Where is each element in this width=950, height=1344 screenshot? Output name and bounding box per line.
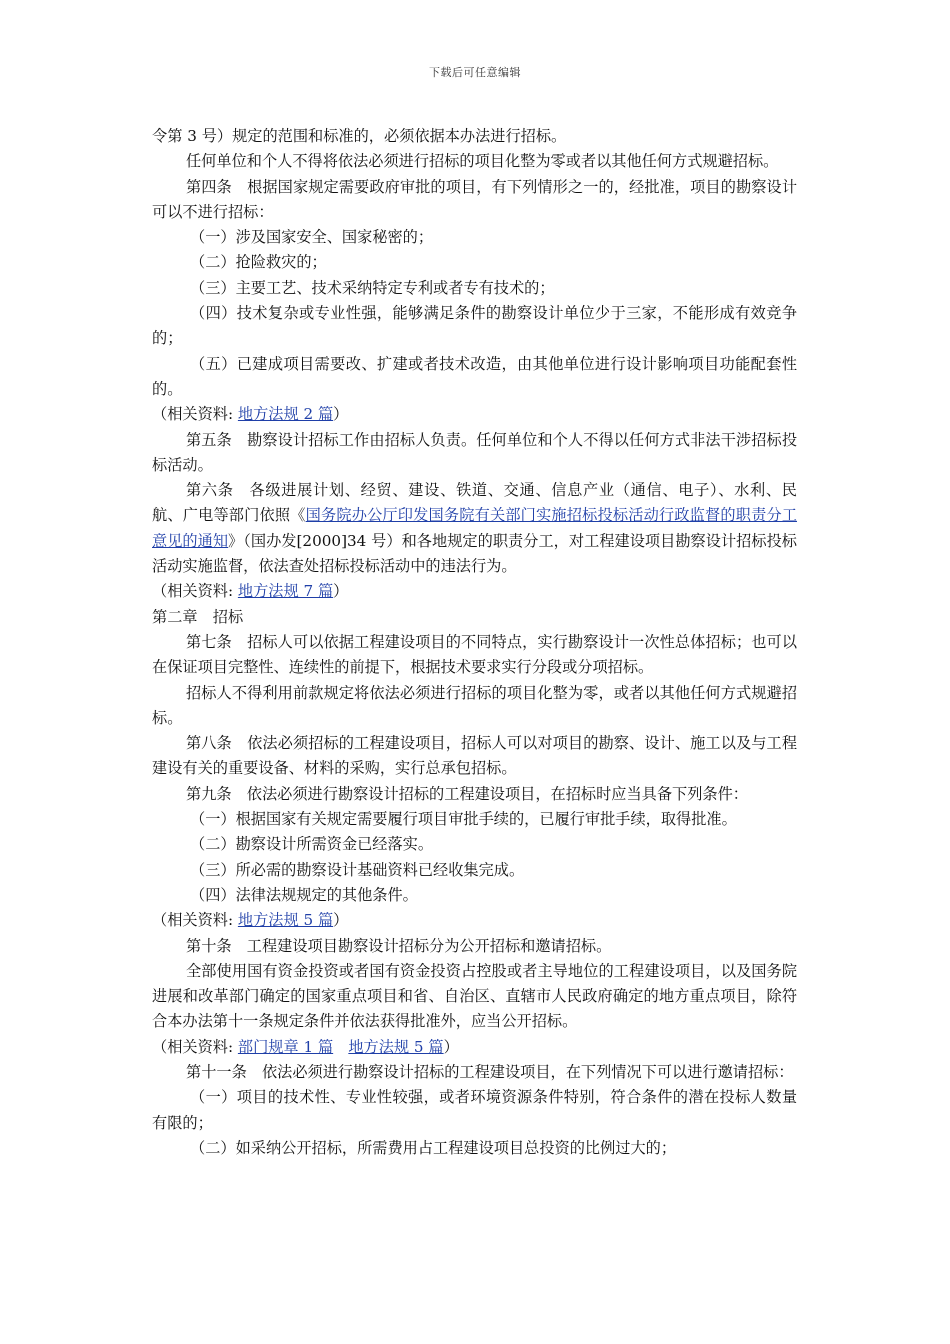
ref-prefix: （相关资料: [152, 582, 238, 601]
paragraph: 全部使用国有资金投资或者国有资金投资占控股或者主导地位的工程建设项目，以及国务院进展和改革部门确定的国家重点项目和省、自治区、直辖市人民政府确定的地方重点项目，除符合本办法第十一条规定条件并依法获得批准外，应当公开招标。 [152, 961, 797, 1031]
related-link[interactable]: 地方法规 5 篇 [348, 1037, 444, 1056]
ref-suffix: ） [333, 405, 349, 424]
list-item: （四）技术复杂或专业性强，能够满足条件的勘察设计单位少于三家，不能形成有效竞争的； [152, 304, 797, 348]
related-link[interactable]: 地方法规 5 篇 [237, 911, 334, 930]
article-5: 第五条 勘察设计招标工作由招标人负责。任何单位和个人不得以任何方式非法干涉招标投标活动。 [152, 430, 797, 474]
article-8: 第八条 依法必须招标的工程建设项目，招标人可以对项目的勘察、设计、施工以及与工程建设有关的重要设备、材料的采购，实行总承包招标。 [152, 734, 797, 778]
paragraph: 任何单位和个人不得将依法必须进行招标的项目化整为零或者以其他任何方式规避招标。 [186, 152, 779, 171]
related-materials [152, 1035, 797, 1060]
ref-prefix: （相关资料: [152, 1037, 238, 1056]
list-item: （一）项目的技术性、专业性较强，或者环境资源条件特别，符合条件的潜在投标人数量有限的； [152, 1088, 797, 1132]
article-10: 第十条 工程建设项目勘察设计招标分为公开招标和邀请招标。 [186, 936, 612, 955]
article-9: 第九条 依法必须进行勘察设计招标的工程建设项目，在招标时应当具备下列条件： [186, 784, 748, 803]
article-6-text: 第六条 各级进展计划、经贸、建设、铁道、交通、信息产业（通信、电子）、水利、民航、广电等部门依照《 [152, 481, 797, 525]
list-item: （二）勘察设计所需资金已经落实。 [190, 835, 433, 854]
article-7: 第七条 招标人可以依据工程建设项目的不同特点，实行勘察设计一次性总体招标；也可以在保证项目完整性、连续性的前提下，根据技术要求实行分段或分项招标。 [152, 632, 797, 677]
ref-gap [333, 1038, 348, 1056]
article-6 [152, 478, 797, 579]
page-header: 下载后可任意编辑 [429, 66, 521, 79]
related-materials [152, 579, 797, 604]
list-item: （一）根据国家有关规定需要履行项目审批手续的，已履行审批手续，取得批准。 [190, 810, 737, 829]
article-6-text-cont: 》（国办发[2000]34 号）和各地规定的职责分工，对工程建设项目勘察设计招标投标活动实施监督，依法查处招标投标活动中的违法行为。 [152, 531, 797, 576]
chapter-heading: 第二章 招标 [152, 607, 244, 626]
notice-link[interactable]: 国务院办公厅印发国务院有关部门实施招标投标活动行政监督的职责分工意见的通知 [152, 506, 798, 550]
related-link[interactable]: 地方法规 2 篇 [237, 405, 334, 424]
related-materials [152, 402, 797, 427]
ref-prefix: （相关资料: [152, 911, 238, 930]
article-4: 第四条 根据国家规定需要政府审批的项目，有下列情形之一的，经批准，项目的勘察设计可以不进行招标： [152, 177, 797, 221]
list-item: （一）涉及国家安全、国家秘密的； [190, 228, 433, 247]
list-item: （二）如采纳公开招标，所需费用占工程建设项目总投资的比例过大的； [190, 1138, 676, 1157]
article-11: 第十一条 依法必须进行勘察设计招标的工程建设项目，在下列情况下可以进行邀请招标： [186, 1062, 794, 1081]
related-materials [152, 908, 797, 933]
list-item: （四）法律法规规定的其他条件。 [190, 885, 418, 904]
list-item: （三）所必需的勘察设计基础资料已经收集完成。 [190, 860, 525, 879]
list-item: （五）已建成项目需要改、扩建或者技术改造，由其他单位进行设计影响项目功能配套性的。 [152, 354, 797, 398]
ref-suffix: ） [333, 582, 349, 601]
paragraph: 招标人不得利用前款规定将依法必须进行招标的项目化整为零，或者以其他任何方式规避招标。 [152, 683, 797, 727]
ref-suffix: ） [333, 911, 349, 930]
list-item: （三）主要工艺、技术采纳特定专利或者专有技术的； [190, 278, 555, 297]
document-body [152, 124, 797, 1161]
paragraph: 令第 3 号）规定的范围和标准的，必须依据本办法进行招标。 [152, 127, 567, 145]
related-link[interactable]: 地方法规 7 篇 [237, 582, 334, 601]
ref-suffix: ） [443, 1037, 459, 1056]
ref-prefix: （相关资料: [152, 405, 238, 424]
list-item: （二）抢险救灾的； [190, 253, 327, 272]
related-link[interactable]: 部门规章 1 篇 [237, 1037, 334, 1056]
